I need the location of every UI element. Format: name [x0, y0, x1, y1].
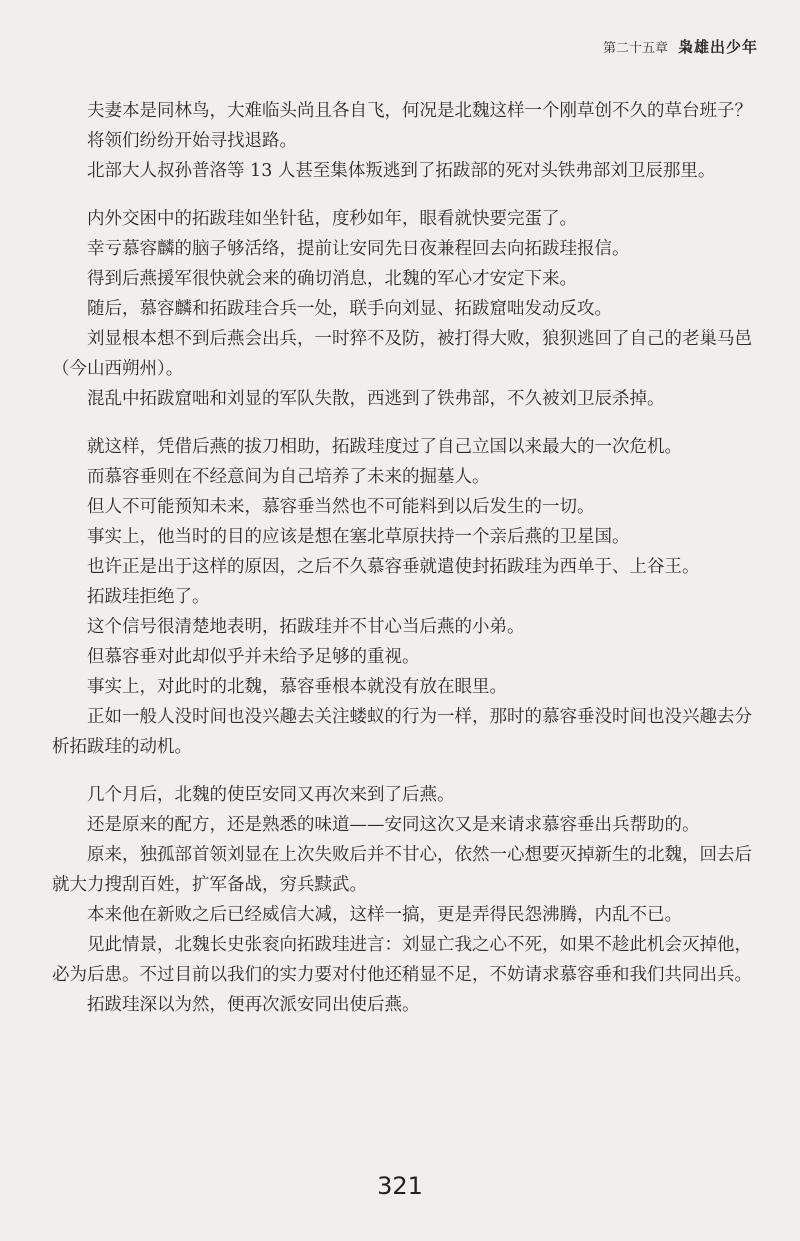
paragraph: 还是原来的配方，还是熟悉的味道——安同这次又是来请求慕容垂出兵帮助的。	[87, 815, 700, 835]
paragraph: 将领们纷纷开始寻找退路。	[87, 131, 297, 151]
body-text	[52, 96, 752, 1020]
paragraph: 但人不可能预知未来，慕容垂当然也不可能料到以后发生的一切。	[87, 497, 595, 517]
section-gap	[52, 186, 752, 204]
paragraph: 事实上，对此时的北魏，慕容垂根本就没有放在眼里。	[87, 677, 507, 697]
section-gap	[52, 762, 752, 780]
paragraph: 也许正是出于这样的原因，之后不久慕容垂就遣使封拓跋珪为西单于、上谷王。	[87, 557, 700, 577]
paragraph: 随后，慕容麟和拓跋珪合兵一处，联手向刘显、拓跋窟咄发动反攻。	[87, 299, 612, 319]
paragraph: 见此情景，北魏长史张衮向拓跋珪进言：刘显亡我之心不死，如果不趁此机会灭掉他，必为后患。不过目前以我们的实力要对付他还稍显不足，不妨请求慕容垂和我们共同出兵。	[52, 935, 752, 985]
paragraph: 这个信号很清楚地表明，拓跋珪并不甘心当后燕的小弟。	[87, 617, 525, 637]
chapter-title: 枭雄出少年	[677, 38, 758, 56]
paragraph: 拓跋珪拒绝了。	[87, 587, 210, 607]
paragraph: 正如一般人没时间也没兴趣去关注蝼蚁的行为一样，那时的慕容垂没时间也没兴趣去分析拓跋珪的动机。	[52, 707, 752, 757]
paragraph: 刘显根本想不到后燕会出兵，一时猝不及防，被打得大败，狼狈逃回了自己的老巢马邑（今山西朔州）。	[52, 329, 752, 379]
paragraph: 混乱中拓跋窟咄和刘显的军队失散，西逃到了铁弗部，不久被刘卫辰杀掉。	[87, 389, 665, 409]
paragraph: 拓跋珪深以为然，便再次派安同出使后燕。	[87, 995, 420, 1015]
paragraph: 夫妻本是同林鸟，大难临头尚且各自飞，何况是北魏这样一个刚草创不久的草台班子？	[87, 101, 752, 121]
paragraph: 几个月后，北魏的使臣安同又再次来到了后燕。	[87, 785, 455, 805]
paragraph: 而慕容垂则在不经意间为自己培养了未来的掘墓人。	[87, 467, 490, 487]
paragraph: 幸亏慕容麟的脑子够活络，提前让安同先日夜兼程回去向拓跋珪报信。	[87, 239, 630, 259]
page-number: 321	[377, 1172, 423, 1200]
paragraph: 事实上，他当时的目的应该是想在塞北草原扶持一个亲后燕的卫星国。	[87, 527, 630, 547]
paragraph: 得到后燕援军很快就会来的确切消息，北魏的军心才安定下来。	[87, 269, 577, 289]
paragraph: 但慕容垂对此却似乎并未给予足够的重视。	[87, 647, 420, 667]
paragraph: 内外交困中的拓跋珪如坐针毡，度秒如年，眼看就快要完蛋了。	[87, 209, 577, 229]
chapter-number: 第二十五章	[602, 41, 668, 56]
paragraph: 就这样，凭借后燕的拔刀相助，拓跋珪度过了自己立国以来最大的一次危机。	[87, 437, 682, 457]
paragraph: 北部大人叔孙普洛等 13 人甚至集体叛逃到了拓跋部的死对头铁弗部刘卫辰那里。	[87, 161, 716, 181]
paragraph: 本来他在新败之后已经威信大减，这样一搞，更是弄得民怨沸腾，内乱不已。	[87, 905, 682, 925]
paragraph: 原来，独孤部首领刘显在上次失败后并不甘心，依然一心想要灭掉新生的北魏，回去后就大力搜刮百姓，扩军备战，穷兵黩武。	[52, 845, 752, 895]
running-header	[603, 36, 758, 57]
section-gap	[52, 414, 752, 432]
